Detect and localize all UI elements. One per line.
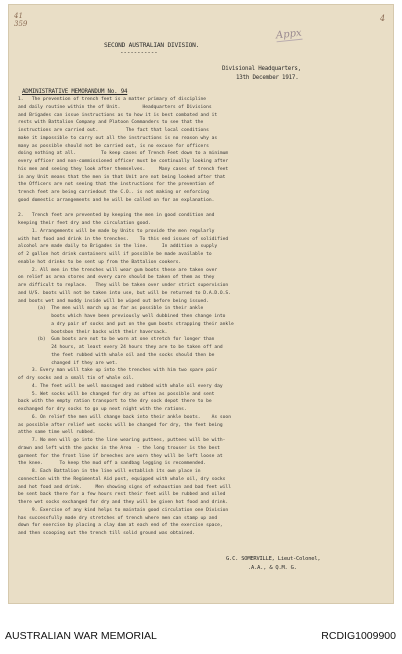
memo-body — [18, 96, 388, 538]
memo-body-line: are difficult to replace. They will be taken over under strict supervision — [18, 283, 229, 288]
footer-archive-name: AUSTRALIAN WAR MEMORIAL — [5, 630, 157, 642]
memo-body-line: 2. All men in the trenches will wear gum boots these are taken over — [18, 267, 218, 273]
memo-body-line: on relief as area stores and every care should be taken of them as they — [18, 275, 215, 281]
memo-body-line: connection with the Regimental Aid post, equipped with whale oil, dry socks — [18, 476, 226, 482]
memo-body-line: enable hot drinks to be sent up from the Battalion cookers. — [18, 259, 182, 265]
memo-body-line: atthe same time well rubbed. — [18, 430, 96, 436]
archive-footer — [0, 618, 402, 654]
memo-body-line: of 2 gallon hot drink containers will if possible be made available to — [18, 252, 212, 257]
memo-body-line: 2. Trench feet are prevented by keeping the men in good condition and — [18, 213, 215, 219]
memo-body-line: be sent back there for a few hours rest their feet will be rubbed and oiled — [18, 492, 226, 498]
appx-annotation: Appx — [275, 27, 303, 42]
hq-line-2: 13th December 1917. — [236, 75, 299, 81]
memo-body-line: good domestic arrangements and he will be called on for an explanation. — [18, 197, 215, 203]
memo-body-line: a dry pair of socks and put on the gum boots strapping their ankle — [18, 321, 234, 327]
memo-body-line: and Brigades can issue instructions as to how it is best combated and it — [18, 112, 218, 118]
memo-body-line: drawn and left with the packs in the Area - the long trouser is the best — [18, 445, 220, 451]
memo-body-line: 8. Each Battalion in the line will establish its own place in — [18, 469, 201, 474]
hq-line-1: Divisional Headquarters, — [222, 66, 301, 72]
memo-body-line: keeping their feet dry and the circulation good. — [18, 221, 151, 226]
memo-body-line: the knee. To keep the mud off a sandbag legging is recommended. — [18, 461, 207, 467]
memo-body-line: garment for the front line if breeches are worn they will be left loose at — [18, 453, 223, 459]
memo-body-line: (a) The men will march up as far as possible in their ankle — [18, 306, 204, 312]
memo-body-line: has successfully made dry stretches of trench where men can stamp up and — [18, 515, 218, 521]
memo-body-line: make it impossible to carry out all the instructions is no reason why as — [18, 135, 218, 141]
memo-body-line — [18, 205, 388, 213]
corner-mark-top-left: 41 359 — [14, 12, 28, 28]
memo-body-line: the feet rubbed with whale oil and the socks should then be — [18, 352, 215, 358]
memo-body-line: as possible after relief wet socks will be changed for dry, the feet being — [18, 422, 223, 428]
memo-body-line: trench feet are being carriedout the C.O.. is not making or enforcing — [18, 190, 209, 195]
memo-body-line: down for exercise by placing a clay dam at each end of the exercise space, — [18, 523, 223, 529]
memo-body-line: 5. Wet socks will be changed for dry as often as possible and sent — [18, 391, 215, 397]
memo-body-line: the Officers are not seeing that the instructions for the prevention of — [18, 182, 215, 188]
memo-body-line: alcohol are made daily to Brigades in the line. In addition a supply — [18, 244, 218, 250]
memo-title: ADMINISTRATIVE MEMORANDUM No. 94 — [22, 89, 128, 95]
division-heading: SECOND AUSTRALIAN DIVISION. — [104, 42, 200, 49]
memo-body-line: instructions are carried out. The fact that local conditions — [18, 128, 209, 133]
memo-body-line: with hot food and drink in the trenches. To this end issues of solidified — [18, 236, 229, 242]
memo-body-line: 1. Arrangements will be made by Units to provide the men regularly — [18, 228, 215, 234]
heading-rule: ----------- — [120, 49, 158, 56]
memo-body-line: 6. On relief the men will change back into their ankle boots. As soon — [18, 414, 231, 420]
memo-body-line: changed if they are wet. — [18, 360, 118, 366]
memo-body-line: and daily routine within the of Unit. Headquarters of Divisions — [18, 104, 212, 110]
memo-body-line: boots which have been previously well dubbined then change into — [18, 314, 226, 319]
memo-body-line: bootsbon their backs with their haversack. — [18, 329, 168, 335]
memo-body-line: (b) Gum boots are not to be worn at one stretch for longer than — [18, 337, 215, 343]
memo-body-line: 1. The prevention of trench feet is a matter primary of discipline — [18, 97, 207, 102]
memo-body-line: 4. The feet will be well massaged and rubbed with whale oil every day — [18, 383, 223, 389]
memo-body-line: back with the empty ration transport to the dry sock depot there to be — [18, 399, 212, 405]
memo-body-line: there wet socks exchanged for dry and they will be given hot food and drink. — [18, 500, 229, 505]
signature-name: G.C. SOMERVILLE, Lieut-Colonel, — [226, 556, 321, 562]
memo-body-line: his men and seeing they look after themselves. Many cases of trench feet — [18, 166, 229, 172]
memo-body-line: 9. Exercise of any kind helps to maintain good circulation one Division — [18, 507, 229, 513]
memo-body-line: 7. No men will go into the line wearing puttees, puttees will be with- — [18, 438, 226, 443]
memo-body-line: 3. Every man will take up into the trenches with him two spare pair — [18, 368, 218, 374]
memo-body-line: many as possible should not be carried out, is no excuse for officers — [18, 143, 209, 149]
memo-body-line: and then scooping out the trench till solid ground was obtained. — [18, 531, 196, 536]
footer-record-id: RCDIG1009900 — [321, 630, 396, 642]
memo-body-line: every officer and non-commissioned officer must be continually looking after — [18, 159, 229, 164]
memo-body-line: doing nothing at all. To keep cases of Trench Feet down to a minimum — [18, 151, 229, 157]
memo-body-line: of dry socks and a small tin of whale oil. — [18, 376, 135, 381]
memo-body-line: rests with Battalion Company and Platoon Commanders to see that the — [18, 120, 204, 126]
memo-body-line: and boots wet and muddy inside will be wiped out before being issued. — [18, 298, 209, 304]
corner-mark-top-right: 4 — [380, 14, 386, 23]
memo-body-line: and hot food and drink. Men showing signs of exhaustion and bad feet will — [18, 484, 231, 490]
signature-title: .A.A., & Q.M. G. — [248, 565, 297, 571]
document-page — [8, 4, 394, 604]
memo-body-line: exchanged for dry socks to go up next night with the rations. — [18, 407, 187, 412]
memo-body-line: and U/S. boots will not be taken into use, but will be returned to D.A.D.O.S. — [18, 290, 231, 296]
memo-body-line: 24 hours, at least every 24 hours they are to be taken off and — [18, 345, 223, 350]
memo-body-line: in any Unit means that the men in that Unit are not being looked after that — [18, 174, 226, 180]
